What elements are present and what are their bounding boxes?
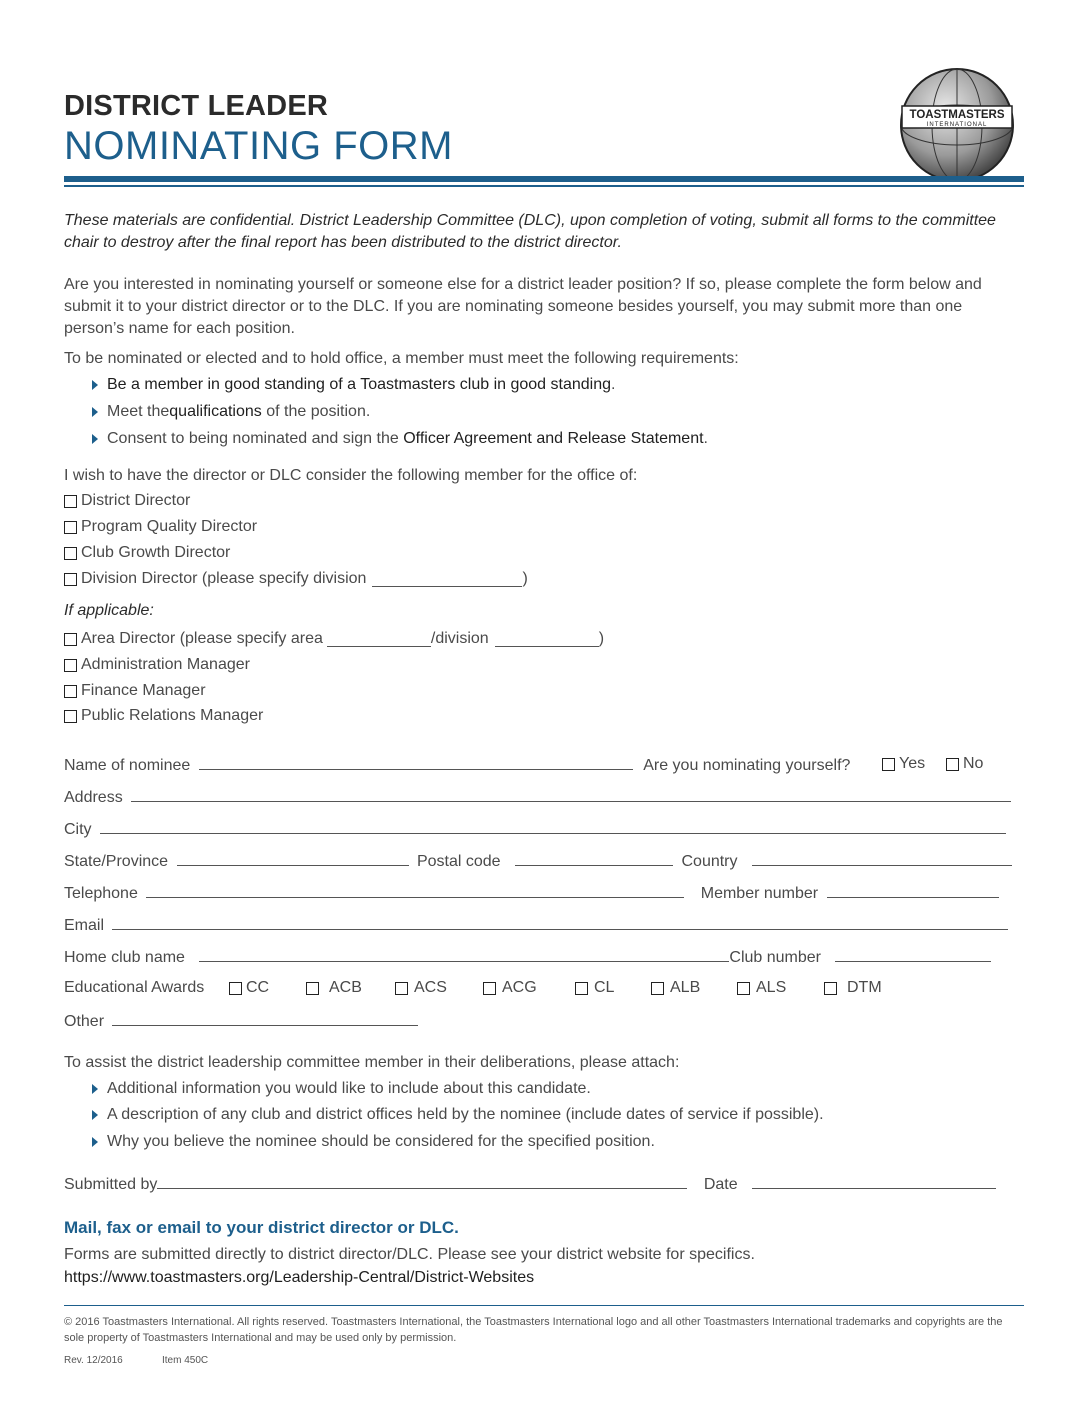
header-rule-thin — [64, 185, 1024, 187]
date-label: Date — [703, 1176, 738, 1193]
checkbox[interactable] — [64, 633, 77, 646]
award-label: ACG — [502, 979, 537, 996]
country-field[interactable] — [752, 851, 1012, 866]
office-area-director[interactable] — [64, 630, 604, 648]
email-label: Email — [64, 917, 105, 934]
telephone-field[interactable] — [146, 883, 684, 898]
award-acg[interactable] — [483, 979, 537, 997]
attach-item-text: Why you believe the nominee should be considered for the specified position. — [107, 1133, 655, 1150]
award-label: ALB — [670, 979, 701, 996]
requirement-1-text: Be a member in good standing of a Toastmasters club in good standing — [107, 376, 612, 393]
award-label: CL — [594, 979, 615, 996]
bullet-arrow-icon — [92, 1084, 98, 1094]
office-public-relations-manager[interactable] — [64, 707, 263, 725]
postal-label: Postal code — [416, 853, 501, 870]
office-label-end: ) — [522, 570, 528, 587]
revision-text: Rev. 12/2016 — [64, 1355, 123, 1366]
header-rule-thick — [64, 176, 1024, 182]
checkbox[interactable] — [651, 982, 664, 995]
nominee-label: Name of nominee — [64, 757, 191, 774]
telephone-label: Telephone — [64, 885, 138, 902]
bullet-arrow-icon — [92, 380, 98, 390]
offices-lead: I wish to have the director or DLC consider the following member for the office of: — [64, 467, 638, 484]
award-cl[interactable] — [575, 979, 614, 997]
attach-lead: To assist the district leadership committee member in their deliberations, please attach: — [64, 1054, 680, 1071]
checkbox[interactable] — [824, 982, 837, 995]
requirement-2-pre: Meet the — [107, 403, 170, 420]
home-club-label: Home club name — [64, 949, 185, 966]
office-label: District Director — [81, 492, 191, 509]
checkbox[interactable] — [483, 982, 496, 995]
title-line-1: DISTRICT LEADER — [64, 90, 328, 122]
city-field[interactable] — [100, 819, 1006, 834]
footer-divider — [64, 1305, 1024, 1306]
award-cc[interactable] — [229, 979, 269, 997]
office-division-director[interactable] — [64, 570, 528, 588]
checkbox[interactable] — [64, 521, 77, 534]
logo-subtext: INTERNATIONAL — [926, 122, 988, 128]
requirement-3-pre: Consent to being nominated and sign the — [107, 430, 404, 447]
telephone-row — [64, 883, 999, 903]
awards-label: Educational Awards — [64, 979, 205, 996]
home-club-field[interactable] — [199, 947, 729, 962]
award-label: CC — [246, 979, 270, 996]
office-label: Administration Manager — [81, 656, 250, 673]
office-label: Public Relations Manager — [81, 707, 264, 724]
yes-label: Yes — [899, 755, 926, 772]
self-nominate-label: Are you nominating yourself? — [643, 757, 851, 774]
email-row — [64, 915, 1008, 935]
bullet-arrow-icon — [92, 1137, 98, 1147]
officer-agreement-link[interactable]: Officer Agreement and Release Statement — [403, 430, 704, 447]
item-number: Item 450C — [162, 1355, 209, 1366]
award-dtm[interactable] — [824, 979, 882, 997]
award-label: DTM — [847, 979, 882, 996]
nominee-field[interactable] — [199, 755, 633, 770]
office-label-mid: /division — [430, 630, 489, 647]
checkbox[interactable] — [64, 685, 77, 698]
requirement-2-post: of the position. — [261, 403, 371, 420]
attach-item-text: Additional information you would like to include about this candidate. — [107, 1080, 591, 1097]
office-label: Area Director (please specify area — [81, 630, 323, 647]
requirement-2 — [64, 403, 370, 421]
postal-field[interactable] — [515, 851, 673, 866]
area-division-field[interactable] — [495, 632, 599, 647]
date-field[interactable] — [752, 1174, 996, 1189]
home-club-row — [64, 947, 991, 967]
checkbox[interactable] — [395, 982, 408, 995]
district-websites-link[interactable]: https://www.toastmasters.org/Leadership-Central/District-Websites — [64, 1269, 535, 1286]
other-row — [64, 1011, 418, 1031]
office-district-director[interactable] — [64, 492, 190, 510]
checkbox[interactable] — [64, 659, 77, 672]
office-label: Division Director (please specify division — [81, 570, 367, 587]
member-number-label: Member number — [700, 885, 819, 902]
no-label: No — [963, 755, 984, 772]
address-field[interactable] — [131, 787, 1011, 802]
requirement-3 — [64, 430, 708, 448]
office-club-growth-director[interactable] — [64, 544, 230, 562]
area-field[interactable] — [327, 632, 431, 647]
city-label: City — [64, 821, 92, 838]
checkbox[interactable] — [64, 495, 77, 508]
submitted-by-label: Submitted by — [64, 1176, 158, 1193]
checkbox[interactable] — [575, 982, 588, 995]
checkbox[interactable] — [737, 982, 750, 995]
checkbox[interactable] — [946, 758, 959, 771]
office-label: Finance Manager — [81, 682, 206, 699]
state-label: State/Province — [64, 853, 169, 870]
other-label: Other — [64, 1013, 105, 1030]
state-row — [64, 851, 1012, 871]
office-finance-manager[interactable] — [64, 682, 206, 700]
award-acb[interactable] — [306, 979, 362, 997]
office-administration-manager[interactable] — [64, 656, 250, 674]
division-field[interactable] — [372, 572, 522, 587]
requirement-1 — [64, 376, 615, 394]
award-alb[interactable] — [651, 979, 700, 997]
attach-item-2 — [64, 1106, 824, 1124]
attach-item-1 — [64, 1080, 591, 1098]
checkbox[interactable] — [229, 982, 242, 995]
award-als[interactable] — [737, 979, 786, 997]
submitted-row — [64, 1174, 996, 1194]
award-label: ALS — [756, 979, 787, 996]
office-label: Program Quality Director — [81, 518, 258, 535]
bullet-arrow-icon — [92, 407, 98, 417]
submitted-by-field[interactable] — [157, 1174, 687, 1189]
attach-item-text: A description of any club and district offices held by the nominee (include dates of service if possible). — [107, 1106, 824, 1123]
requirement-1-end: . — [611, 376, 616, 393]
attach-item-3 — [64, 1133, 655, 1151]
award-acs[interactable] — [395, 979, 447, 997]
requirement-3-post: . — [703, 430, 708, 447]
office-program-quality-director[interactable] — [64, 518, 257, 536]
confidential-note: These materials are confidential. District Leadership Committee (DLC), upon completion of voting, submit all forms to the committee chair to destroy after the final report has been distributed to the district director. — [64, 212, 996, 251]
self-yes[interactable] — [882, 755, 925, 773]
award-label: ACB — [329, 979, 362, 996]
award-label: ACS — [414, 979, 447, 996]
qualifications-link[interactable]: qualifications — [169, 403, 262, 420]
mail-heading: Mail, fax or email to your district director or DLC. — [64, 1218, 459, 1237]
title-line-2: NOMINATING FORM — [64, 124, 453, 168]
bullet-arrow-icon — [92, 434, 98, 444]
toastmasters-logo — [898, 66, 1016, 184]
mail-text: Forms are submitted directly to district director/DLC. Please see your district website for specifics. — [64, 1246, 755, 1263]
other-field[interactable] — [112, 1011, 418, 1026]
member-number-field[interactable] — [827, 883, 999, 898]
checkbox[interactable] — [882, 758, 895, 771]
address-label: Address — [64, 789, 123, 806]
checkbox[interactable] — [64, 710, 77, 723]
checkbox[interactable] — [64, 573, 77, 586]
checkbox[interactable] — [306, 982, 319, 995]
self-no[interactable] — [946, 755, 983, 773]
club-number-field[interactable] — [835, 947, 991, 962]
intro-question: Are you interested in nominating yourself or someone else for a district leader position? If so, please complete the form below and submit it to your district director or to the DLC. If you are nominating someone besides yourself, you may submit more than one person’s name for each position. — [64, 276, 982, 337]
copyright-text: © 2016 Toastmasters International. All rights reserved. Toastmasters International, the Toastmasters International logo and all other Toastmasters International trademarks and copyrights are the sole property of Toastmasters International and may be used only by permission. — [64, 1316, 1003, 1344]
office-label-end: ) — [598, 630, 605, 647]
bullet-arrow-icon — [92, 1110, 98, 1120]
club-number-label: Club number — [729, 949, 822, 966]
nominee-row — [64, 755, 850, 775]
state-field[interactable] — [177, 851, 409, 866]
city-row — [64, 819, 1006, 839]
requirements-lead: To be nominated or elected and to hold office, a member must meet the following requirements: — [64, 350, 739, 367]
country-label: Country — [681, 853, 738, 870]
office-label: Club Growth Director — [81, 544, 231, 561]
checkbox[interactable] — [64, 547, 77, 560]
email-field[interactable] — [112, 915, 1008, 930]
if-applicable-label: If applicable: — [64, 602, 154, 619]
logo-text: TOASTMASTERS — [909, 109, 1005, 121]
address-row — [64, 787, 1011, 807]
